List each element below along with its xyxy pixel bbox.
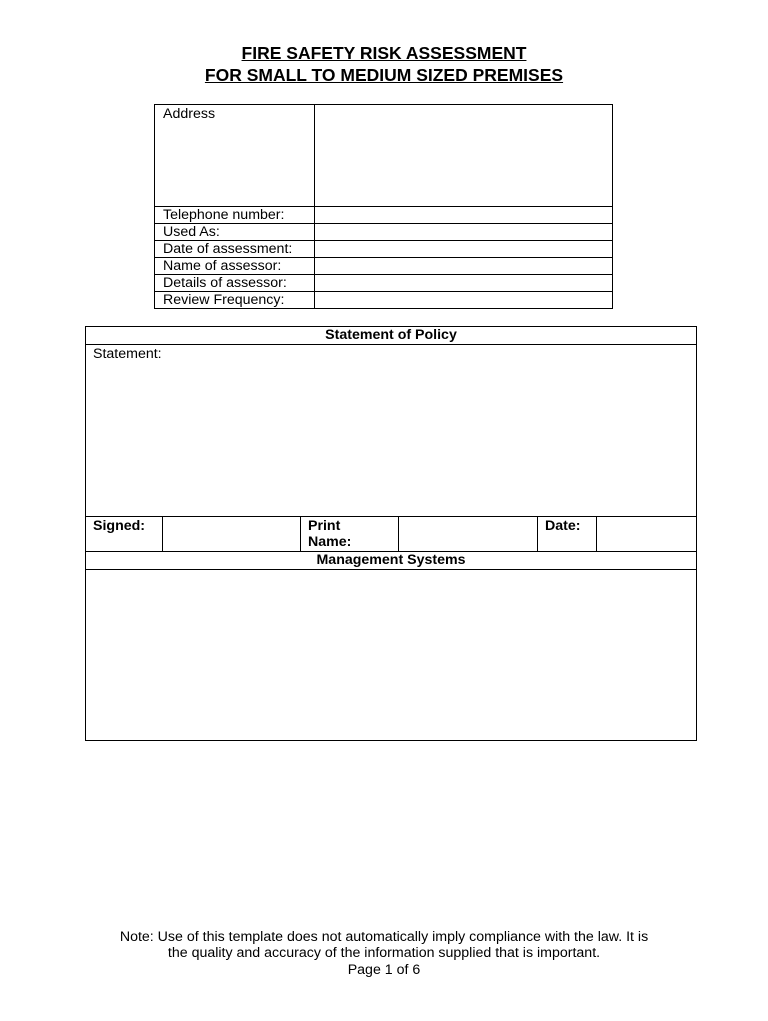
review-frequency-field[interactable] [315,292,613,309]
address-details-table [154,104,613,309]
print-name-label-line-2: Name: [308,534,352,550]
statement-of-policy-header: Statement of Policy [86,327,697,345]
used-as-field[interactable] [315,224,613,241]
print-name-field[interactable] [399,517,538,552]
statement-field[interactable] [86,345,697,517]
date-of-assessment-field[interactable] [315,241,613,258]
used-as-label: Used As: [155,224,315,241]
document-title-line-2: FOR SMALL TO MEDIUM SIZED PREMISES [204,65,564,85]
statement-label: Statement: [93,346,162,362]
telephone-field[interactable] [315,207,613,224]
policy-table [85,326,697,741]
print-name-label [301,517,399,552]
address-label: Address [155,105,315,207]
address-field[interactable] [315,105,613,207]
page-number: Page 1 of 6 [347,962,421,978]
signed-field[interactable] [163,517,301,552]
review-frequency-label: Review Frequency: [155,292,315,309]
assessor-name-field[interactable] [315,258,613,275]
management-systems-header: Management Systems [86,552,697,570]
management-systems-field[interactable] [86,570,697,741]
assessor-name-label: Name of assessor: [155,258,315,275]
print-name-label-line-1: Print [308,518,341,534]
assessor-details-label: Details of assessor: [155,275,315,292]
footer-note-line-2: the quality and accuracy of the information supplied that is important. [167,945,601,961]
document-title-line-1: FIRE SAFETY RISK ASSESSMENT [241,43,527,63]
footer-note-line-1: Note: Use of this template does not automatically imply compliance with the law. It is [119,929,649,945]
signed-label: Signed: [86,517,163,552]
assessor-details-field[interactable] [315,275,613,292]
telephone-label: Telephone number: [155,207,315,224]
date-of-assessment-label: Date of assessment: [155,241,315,258]
date-field[interactable] [597,517,697,552]
date-label: Date: [538,517,597,552]
